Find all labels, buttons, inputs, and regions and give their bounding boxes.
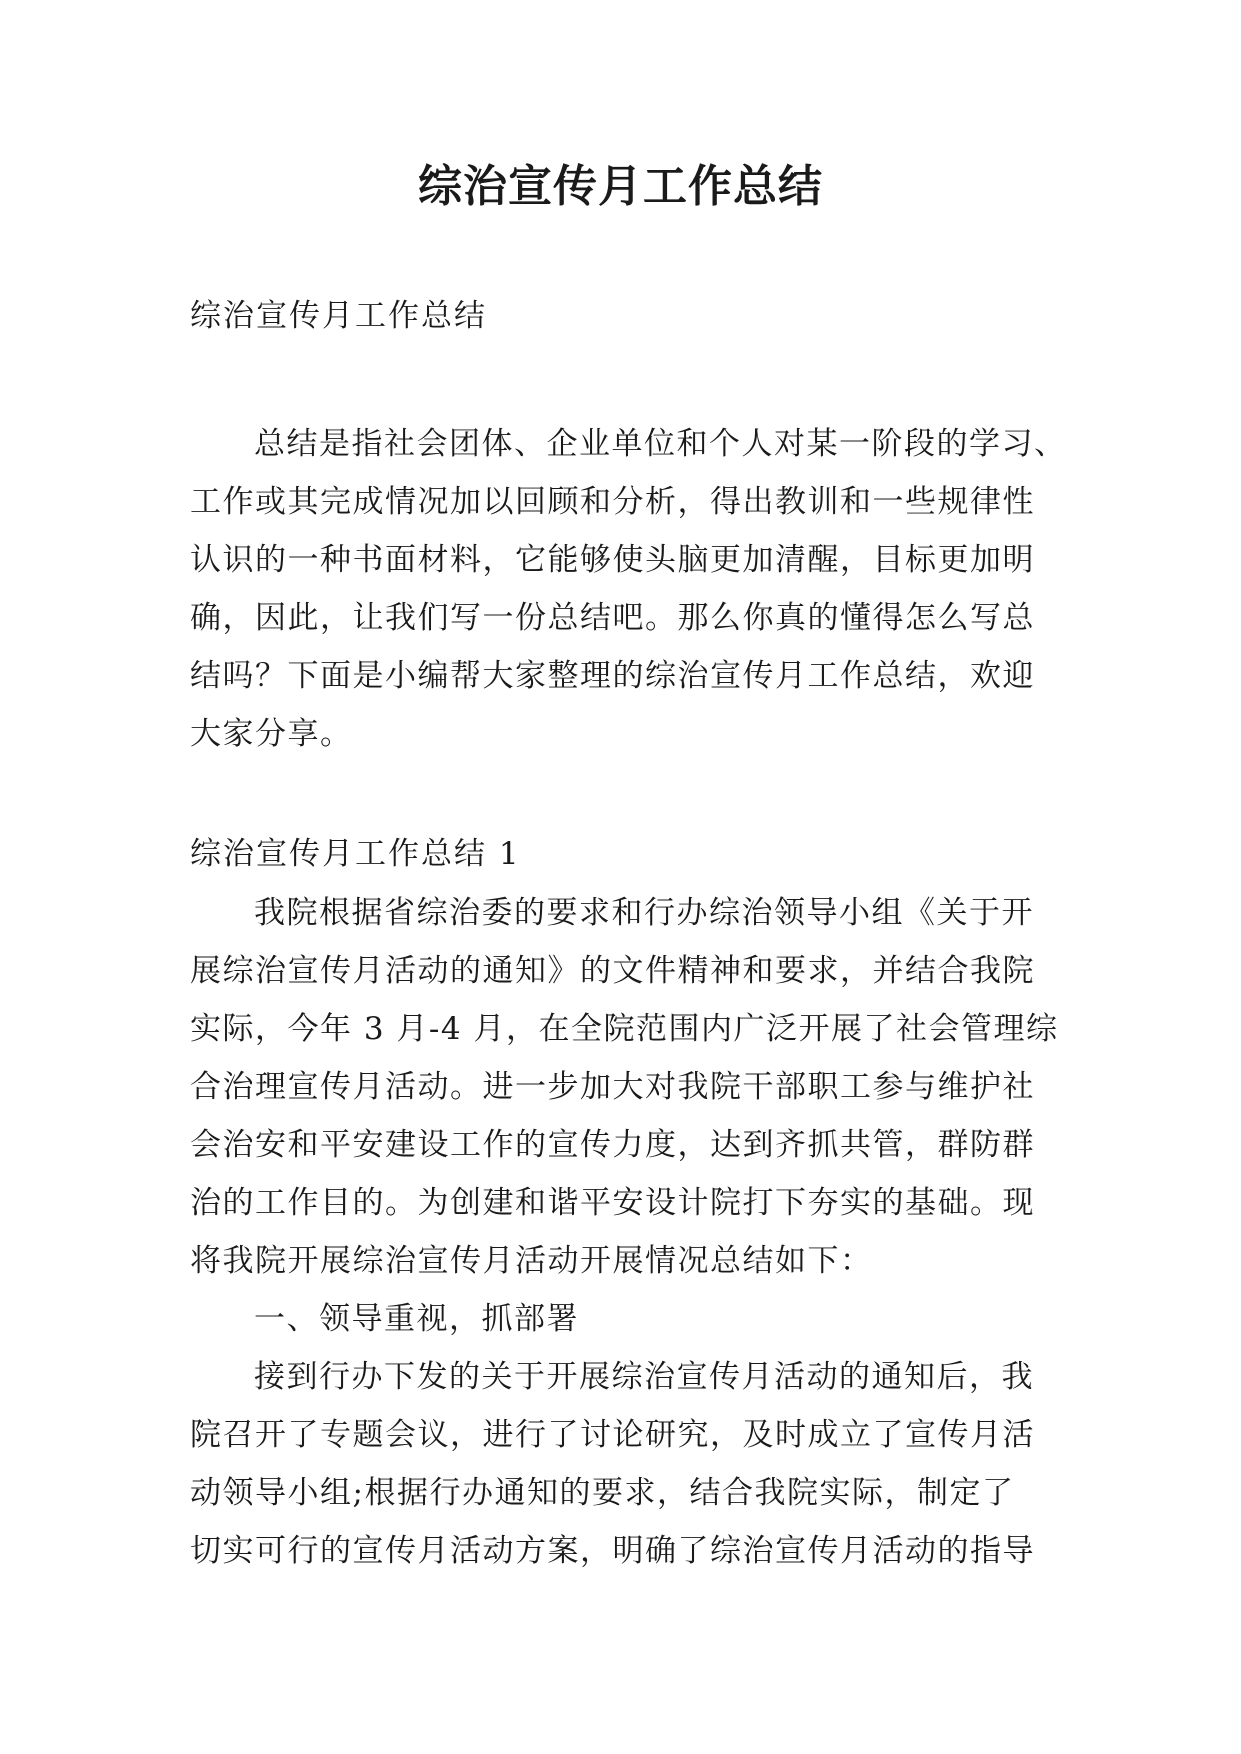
intro-line: 总结是指社会团体、企业单位和个人对某一阶段的学习、 <box>254 426 1067 462</box>
section-1-line: 展综治宣传月活动的通知》的文件精神和要求，并结合我院 <box>190 953 1035 989</box>
section-1-line: 治的工作目的。为创建和谐平安设计院打下夯实的基础。现 <box>190 1185 1035 1221</box>
intro-line: 认识的一种书面材料，它能够使头脑更加清醒，目标更加明 <box>190 542 1035 578</box>
intro-paragraph <box>190 415 1067 763</box>
document-subtitle: 综治宣传月工作总结 <box>190 298 487 334</box>
point-1-heading: 一、领导重视，抓部署 <box>254 1301 579 1337</box>
section-1-line: 合治理宣传月活动。进一步加大对我院干部职工参与维护社 <box>190 1069 1035 1105</box>
intro-line: 确，因此，让我们写一份总结吧。那么你真的懂得怎么写总 <box>190 600 1035 636</box>
intro-line: 结吗？下面是小编帮大家整理的综治宣传月工作总结，欢迎 <box>190 658 1035 694</box>
point-1-line: 切实可行的宣传月活动方案，明确了综治宣传月活动的指导 <box>190 1533 1035 1569</box>
section-1-paragraph <box>190 884 1059 1580</box>
document-title: 综治宣传月工作总结 <box>418 161 823 212</box>
section-1-line: 实际，今年 3 月-4 月，在全院范围内广泛开展了社会管理综 <box>190 1011 1059 1047</box>
section-1-heading: 综治宣传月工作总结 1 <box>190 836 521 872</box>
point-1-line: 接到行办下发的关于开展综治宣传月活动的通知后，我 <box>254 1359 1034 1395</box>
intro-line: 工作或其完成情况加以回顾和分析，得出教训和一些规律性 <box>190 484 1035 520</box>
intro-line: 大家分享。 <box>190 716 353 752</box>
section-1-line: 将我院开展综治宣传月活动开展情况总结如下： <box>190 1243 873 1279</box>
section-1-line: 会治安和平安建设工作的宣传力度，达到齐抓共管，群防群 <box>190 1127 1035 1163</box>
point-1-line: 院召开了专题会议，进行了讨论研究，及时成立了宣传月活 <box>190 1417 1035 1453</box>
point-1-line: 动领导小组;根据行办通知的要求，结合我院实际，制定了 <box>190 1475 1015 1511</box>
section-1-line: 我院根据省综治委的要求和行办综治领导小组《关于开 <box>254 895 1034 931</box>
